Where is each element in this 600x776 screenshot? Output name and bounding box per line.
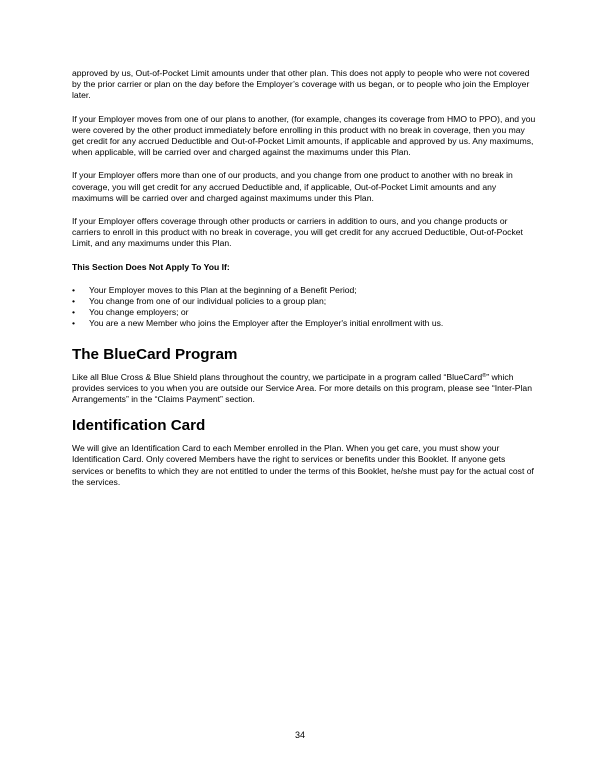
list-item-text: You change employers; or — [89, 307, 189, 318]
list-item-text: You are a new Member who joins the Employer after the Employer's initial enrollment with us. — [89, 318, 444, 329]
bluecard-heading: The BlueCard Program — [72, 345, 238, 363]
paragraph-carrier-change: If your Employer offers coverage through other products or carriers in addition to ours, and you change products or carriers to enroll in this product with no break in coverage, you will get credit for any accrued Deductible, Out-of-Pocket Limit, and any maximums under this Plan. — [72, 216, 523, 249]
bullet-icon: • — [72, 307, 76, 318]
page-body — [72, 68, 538, 500]
list-item-text: You change from one of our individual policies to a group plan; — [89, 296, 327, 307]
list-item — [72, 285, 538, 296]
exclusions-list — [72, 285, 538, 330]
bluecard-text-before: Like all Blue Cross & Blue Shield plans throughout the country, we participate in a program called “BlueCard — [72, 371, 483, 382]
bluecard-text-after: ” which provides services to you when you are outside our Service Area. For more details on this program, please see “Inter-Plan Arrangements” in the “Claims Payment” section. — [72, 371, 532, 405]
bullet-icon: • — [72, 318, 76, 329]
registered-mark: ® — [482, 372, 487, 379]
identification-heading: Identification Card — [72, 417, 206, 435]
list-item-text: Your Employer moves to this Plan at the beginning of a Benefit Period; — [89, 284, 357, 295]
bullet-icon: • — [72, 296, 76, 307]
exclusions-heading: This Section Does Not Apply To You If: — [72, 261, 230, 272]
paragraph-product-change: If your Employer offers more than one of our products, and you change from one product to another with no break in coverage, you will get credit for any accrued Deductible and, if applicable, Out-of-Pocket Limit amounts and any maximums will be carried over and charged against maximums under this Plan. — [72, 170, 513, 203]
identification-paragraph: We will give an Identification Card to each Member enrolled in the Plan. When you get care, you must show your Identification Card. Only covered Members have the right to services or benefits under this Booklet. If anyone gets services or benefits to which they are not entitled to under the terms of this Booklet, he/she must pay for the actual cost of the services. — [72, 443, 534, 487]
paragraph-prior-coverage: approved by us, Out-of-Pocket Limit amounts under that other plan. This does not apply to people who were not covered by the prior carrier or plan on the day before the Employer’s coverage with us began, or to people who join the Employer later. — [72, 68, 530, 101]
bluecard-paragraph — [72, 372, 538, 406]
bullet-icon: • — [72, 284, 76, 295]
list-item — [72, 307, 538, 318]
page-number: 34 — [294, 730, 305, 740]
list-item — [72, 318, 538, 329]
list-item — [72, 296, 538, 307]
paragraph-plan-change: If your Employer moves from one of our plans to another, (for example, changes its coverage from HMO to PPO), and you were covered by the other product immediately before enrolling in this product with no break in coverage, then you may get credit for any accrued Deductible and Out-of-Pocket Limit amounts, if applicable and approved by us. Any maximums, when applicable, will be carried over and charged against the maximums under this Plan. — [72, 113, 536, 158]
